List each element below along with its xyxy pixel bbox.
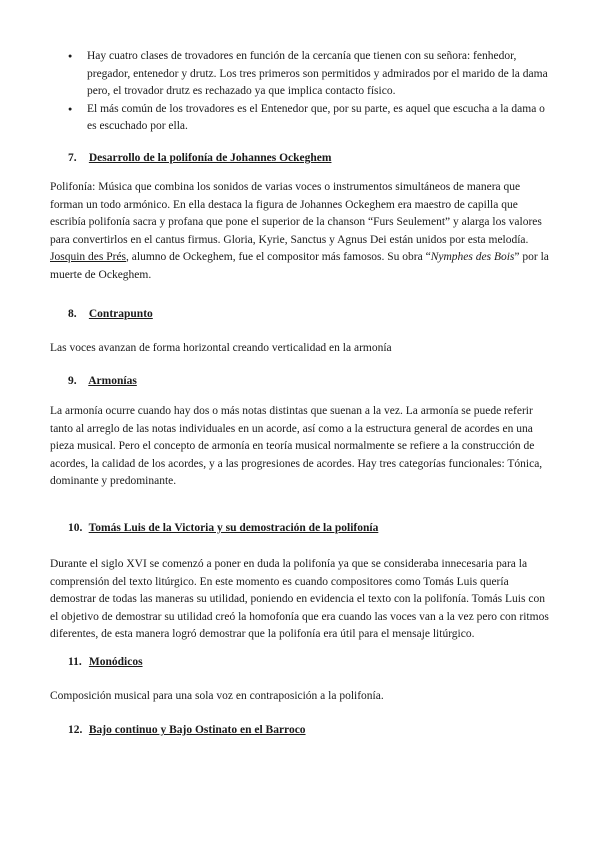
section-number: 11. [68, 656, 82, 668]
work-title: Nymphes des Bois [430, 251, 515, 263]
composer-link[interactable]: Josquin des Prés [50, 251, 127, 263]
section-heading-7 [68, 150, 331, 168]
section-heading-8 [68, 306, 153, 324]
section-body-8: Las voces avanzan de forma horizontal creando verticalidad en la armonía [50, 342, 392, 354]
section-body-10: Durante el siglo XVI se comenzó a poner en duda la polifonía ya que se consideraba innecesaria para la comprensión del texto litúrgico. En este momento es cuando compositores como Tomás Luis quería demostrar de todas las maneras su utilidad, poniendo en evidencia el texto con la polifonía. Tomás Luis con el objetivo de demostrar su utilidad creó la homofonía que era cuando las voces van a la vez pero con ritmos diferentes, de esta manera logró demostrar que la polifonía era útil para el mensaje litúrgico. [50, 558, 549, 640]
section-number: 12. [68, 724, 83, 736]
body-text: ” por la muerte de Ockeghem. [50, 251, 549, 281]
section-body-7 [50, 179, 554, 284]
section-title: Desarrollo de la polifonía de Johannes Ockeghem [88, 152, 332, 164]
section-title: Contrapunto [88, 308, 153, 320]
section-number: 8. [68, 308, 77, 320]
section-number: 9. [68, 375, 77, 387]
section-title: Bajo continuo y Bajo Ostinato en el Barroco [88, 724, 306, 736]
section-heading-12 [68, 722, 306, 740]
section-heading-10 [68, 520, 378, 538]
body-text: , alumno de Ockeghem, fue el compositor más famosos. Su obra “ [126, 251, 431, 263]
section-title: Monódicos [88, 656, 143, 668]
section-number: 10. [68, 522, 83, 534]
bullet-item: ● Hay cuatro clases de trovadores en función de la cercanía que tienen con su señora: fenhedor, pregador, entenedor y drutz. Los tres primeros son permitidos y admirados por el marido de la dama pero, el trovador drutz es rechazado ya que implica contacto físico. [68, 48, 552, 101]
section-heading-11 [68, 654, 143, 672]
section-body-11: Composición musical para una sola voz en contraposición a la polifonía. [50, 690, 384, 702]
section-title: Tomás Luis de la Victoria y su demostración de la polifonía [88, 522, 379, 534]
section-heading-9 [68, 373, 137, 391]
body-text: Polifonía: Música que combina los sonidos de varias voces o instrumentos simultáneos de manera que forman un todo armónico. En ella destaca la figura de Johannes Ockeghem era maestro de capilla que escribía polifonía sacra y profana que pone el superior de la chanson “Furs Seulement” y alarga los valores para convertirlos en el cantus firmus. Gloria, Kyrie, Sanctus y Agnus Dei están unidos por esta melodía. [50, 181, 542, 246]
section-number: 7. [68, 152, 77, 164]
section-body-9: La armonía ocurre cuando hay dos o más notas distintas que suenan a la vez. La armonía se puede referir tanto al arreglo de las notas individuales en un acorde, así como a la estructura general de acordes en una pieza musical. Pero el concepto de armonía en teoría musical normalmente se refiere a la construcción de acordes, la calidad de los acordes, y a las progresiones de acordes. Hay tres categorías funcionales: Tónica, dominante y predominante. [50, 405, 543, 487]
bullet-list [68, 48, 552, 136]
bullet-item: ● El más común de los trovadores es el Entenedor que, por su parte, es aquel que escucha a la dama o es escuchado por ella. [68, 101, 552, 136]
section-title: Armonías [88, 375, 137, 387]
